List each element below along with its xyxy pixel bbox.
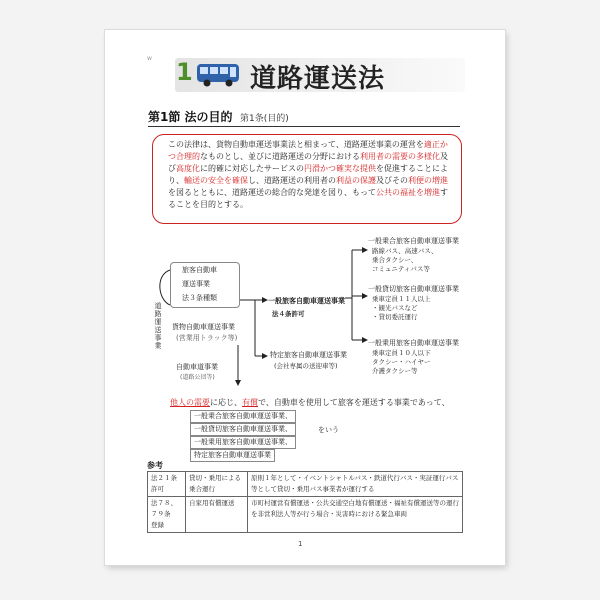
specific-passenger-label: 特定旅客自動車運送事業 xyxy=(270,351,347,359)
purpose-highlight: 利便の増進 xyxy=(408,176,448,185)
general-taxi-line-3: 介護タクシー等 xyxy=(372,367,418,375)
purpose-highlight: 輸送の安全を確保 xyxy=(184,176,248,185)
purpose-segment: なものとし、並びに道路運送の分野における xyxy=(200,152,360,161)
reference-title: 参考 xyxy=(147,461,163,470)
purpose-segment: 及び xyxy=(168,152,448,173)
purpose-highlight: 高度化 xyxy=(176,164,200,173)
corner-mark: w xyxy=(147,55,152,62)
purpose-segment: に的確に対応したサービスの xyxy=(200,164,304,173)
purpose-segment: することを目的とする。 xyxy=(168,188,448,209)
closing-red-paid: 有償 xyxy=(242,398,258,407)
general-passenger-permit: 法４条許可 xyxy=(272,310,305,318)
specific-passenger-note: (会社専属の送迎車等) xyxy=(274,362,338,370)
general-charter-line-2: ・観光バスなど xyxy=(372,304,418,312)
general-taxi-line-2: タクシー・ハイヤー xyxy=(372,358,431,366)
diagram-vertical-label: 道路運送事業 xyxy=(154,302,162,350)
closing-rest: で、自動車を使用して旅客を運送する事業であって、 xyxy=(258,398,450,407)
table-cell: 自家用有償運送 xyxy=(186,497,248,533)
general-passenger-label: 一般旅客自動車運送事業 xyxy=(268,297,345,305)
purpose-segment: し、道路運送の利用者の xyxy=(248,176,336,185)
page-number: 1 xyxy=(298,540,303,548)
general-shared-line-3: コミュニティバス等 xyxy=(372,265,430,273)
category-line-2: 運送事業 xyxy=(182,280,210,288)
category-line-3: 法３条種類 xyxy=(182,294,217,302)
general-shared-line-1: 路線バス、高速バス、 xyxy=(372,247,438,255)
purpose-highlight: 公共の福祉を増進 xyxy=(376,188,440,197)
purpose-segment: を図るとともに、道路運送の総合的な発達を図り、もって xyxy=(168,188,376,197)
general-taxi-line-1: 乗車定員１０人以下 xyxy=(372,349,431,357)
closing-item-4: 特定旅客自動車運送事業 xyxy=(190,449,275,462)
general-shared-line-2: 乗合タクシー、 xyxy=(372,256,418,264)
closing-red-demand: 他人の需要 xyxy=(170,398,210,407)
closing-item-1: 一般乗合旅客自動車運送事業、 xyxy=(190,410,296,423)
table-row xyxy=(148,497,463,533)
freight-note: (営業用トラック等) xyxy=(176,334,238,342)
purpose-segment: を促進することにより、 xyxy=(168,164,448,185)
article-label: 第1条(目的) xyxy=(240,114,289,124)
road-car-label: 自動車道事業 xyxy=(176,363,218,371)
closing-middle: に応じ、 xyxy=(210,398,242,407)
table-cell: 貸切・乗用による乗合運行 xyxy=(186,472,248,497)
general-charter-line-3: ・貸切委託運行 xyxy=(372,313,418,321)
closing-sentence xyxy=(170,397,450,408)
closing-suffix: をいう xyxy=(318,426,339,434)
table-cell: 原則１年として・イベントシャトルバス・鉄道代行バス・実証運行バス等として貸切・乗用バス事業者が運行する xyxy=(248,472,463,497)
table-cell: 法２１条 許可 xyxy=(148,472,186,497)
table-cell: 市町村運営有償運送・公共交通空白地有償運送・福祉有償運送等の運行を非営利法人等が行う場合・災害時における緊急車両 xyxy=(248,497,463,533)
general-charter-label: 一般貸切旅客自動車運送事業 xyxy=(368,285,459,293)
table-row xyxy=(148,472,463,497)
purpose-highlight: 円滑かつ確実な提供 xyxy=(304,164,376,173)
closing-item-2: 一般貸切旅客自動車運送事業、 xyxy=(190,423,296,436)
section-heading: 第1節 法の目的 xyxy=(148,110,233,124)
purpose-highlight: 適正かつ合理的 xyxy=(168,140,448,161)
category-line-1: 旅客自動車 xyxy=(182,266,217,274)
general-taxi-label: 一般乗用旅客自動車運送事業 xyxy=(368,339,459,347)
closing-item-3: 一般乗用旅客自動車運送事業、 xyxy=(190,436,296,449)
purpose-segment: この法律は、貨物自動車運送事業法と相まって、道路運送事業の運営を xyxy=(168,140,424,149)
purpose-highlight: 利益の保護 xyxy=(336,176,376,185)
table-cell: 法７８、７９条 登録 xyxy=(148,497,186,533)
chapter-title: 道路運送法 xyxy=(250,64,386,94)
purpose-highlight: 利用者の需要の多様化 xyxy=(360,152,440,161)
road-car-note: (道路公団等) xyxy=(180,374,215,381)
general-charter-line-1: 乗車定員１１人以上 xyxy=(372,295,431,303)
chapter-number: 1 xyxy=(176,58,193,86)
general-shared-label: 一般乗合旅客自動車運送事業 xyxy=(368,237,459,245)
reference-table xyxy=(147,471,463,533)
purpose-segment: 及びその xyxy=(376,176,408,185)
freight-label: 貨物自動車運送事業 xyxy=(172,323,235,331)
